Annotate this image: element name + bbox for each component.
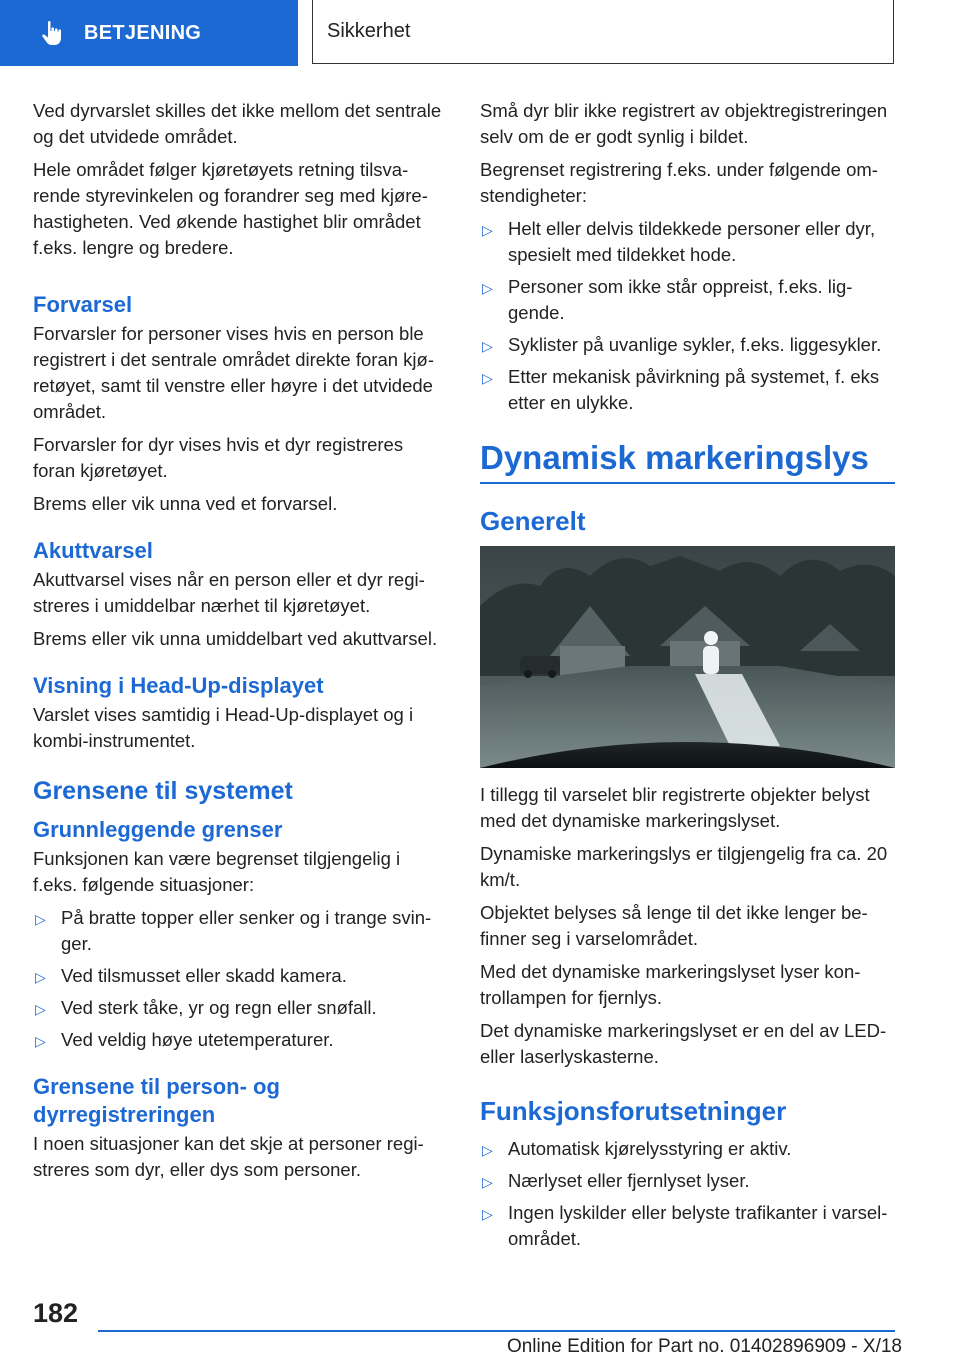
triangle-bullet-icon: ▷ bbox=[482, 1206, 493, 1222]
list-item: ▷ Syklister på uvanlige sykler, f.eks. liggesykler. bbox=[480, 332, 895, 358]
heading-person-dyr: Grensene til person- og dyrregistreringen bbox=[33, 1074, 280, 1127]
list-item: ▷ Nærlyset eller fjernlyset lyser. bbox=[480, 1168, 895, 1194]
heading-dynamisk-markeringslys: Dynamisk markeringslys bbox=[480, 438, 895, 484]
heading-akuttvarsel: Akuttvarsel bbox=[33, 538, 153, 563]
paragraph: Forvarsler for personer vises hvis en person ble registrert i det sentrale området direkte foran kjøretøyet, samt til venstre eller høyre i det utvidede området. bbox=[33, 323, 435, 422]
left-column bbox=[33, 98, 445, 1190]
list-item: ▷ Helt eller delvis tildekkede personer eller dyr, spesielt med tildekket hode. bbox=[482, 218, 876, 265]
section-header bbox=[312, 0, 894, 64]
paragraph: Akuttvarsel vises når en person eller et dyr registreres i umiddelbar nærhet til kjøretøyet. bbox=[33, 569, 425, 616]
bullet-list bbox=[480, 216, 895, 416]
paragraph: Med det dynamiske markeringslyset lyser kontrollampen for fjernlys. bbox=[480, 961, 861, 1008]
page-number: 182 bbox=[33, 1298, 79, 1328]
list-item: ▷ På bratte topper eller senker og i trange svinger. bbox=[35, 907, 432, 954]
paragraph: Dynamiske markeringslys er tilgjengelig fra ca. 20 km/t. bbox=[480, 843, 888, 890]
paragraph: Brems eller vik unna umiddelbart ved akuttvarsel. bbox=[33, 628, 438, 649]
triangle-bullet-icon: ▷ bbox=[482, 1142, 493, 1158]
bullet-list bbox=[480, 1136, 895, 1252]
triangle-bullet-icon: ▷ bbox=[482, 1174, 493, 1190]
list-item: ▷ Personer som ikke står oppreist, f.eks. liggende. bbox=[482, 276, 853, 323]
triangle-bullet-icon: ▷ bbox=[482, 222, 493, 238]
triangle-bullet-icon: ▷ bbox=[482, 338, 493, 354]
list-item: ▷ Ingen lyskilder eller belyste trafikanter i varselområdet. bbox=[482, 1202, 888, 1249]
paragraph: Hele området følger kjøretøyets retning tilsvarende styrevinkelen og forandrer seg med kjørehastigheten. Ved økende hastighet blir området f.eks. lengre og bredere. bbox=[33, 159, 428, 258]
footer-divider bbox=[98, 1330, 895, 1332]
list-item: ▷ Automatisk kjørelysstyring er aktiv. bbox=[480, 1136, 895, 1162]
triangle-bullet-icon: ▷ bbox=[35, 911, 46, 927]
paragraph: Det dynamiske markeringslyset er en del av LED- eller laserlyskasterne. bbox=[480, 1020, 887, 1067]
triangle-bullet-icon: ▷ bbox=[35, 969, 46, 985]
hand-pointer-icon bbox=[38, 19, 66, 47]
chapter-tab-label: BETJENING bbox=[84, 21, 202, 44]
list-item: ▷ Etter mekanisk påvirkning på systemet, f. eks etter en ulykke. bbox=[482, 366, 880, 413]
paragraph: Små dyr blir ikke registrert av objektregistreringen selv om de er godt synlig i bildet. bbox=[480, 100, 888, 147]
right-column bbox=[480, 98, 895, 1258]
heading-forvarsel: Forvarsel bbox=[33, 292, 133, 317]
paragraph: Funksjonen kan være begrenset tilgjengelig i f.eks. følgende situasjoner: bbox=[33, 848, 401, 895]
section-title: Sikkerhet bbox=[327, 20, 411, 42]
heading-head-up: Visning i Head-Up-displayet bbox=[33, 673, 324, 698]
heading-grunnleggende: Grunnleggende grenser bbox=[33, 817, 283, 842]
chapter-tab[interactable] bbox=[0, 0, 298, 66]
paragraph: Ved dyrvarslet skilles det ikke mellom det sentrale og det utvidede området. bbox=[33, 100, 442, 147]
list-item: ▷ Ved tilsmusset eller skadd kamera. bbox=[33, 963, 445, 989]
paragraph: Begrenset registrering f.eks. under følgende omstendigheter: bbox=[480, 159, 878, 206]
bullet-list bbox=[33, 905, 445, 1053]
paragraph: Brems eller vik unna ved et forvarsel. bbox=[33, 493, 338, 514]
triangle-bullet-icon: ▷ bbox=[482, 370, 493, 386]
footer-edition: Online Edition for Part no. 01402896909 - X/18 bbox=[506, 1336, 902, 1357]
heading-generelt: Generelt bbox=[480, 506, 586, 536]
heading-funksjonsforutsetninger: Funksjonsforutsetninger bbox=[480, 1096, 787, 1126]
paragraph: I tillegg til varselet blir registrerte objekter belyst med det dynamiske markeringslyset. bbox=[480, 784, 870, 831]
night-road-illustration bbox=[480, 546, 895, 768]
list-item: ▷ Ved sterk tåke, yr og regn eller snøfall. bbox=[33, 995, 445, 1021]
paragraph: I noen situasjoner kan det skje at personer registreres som dyr, eller dys som personer. bbox=[33, 1133, 424, 1180]
heading-grensene: Grensene til systemet bbox=[33, 777, 293, 805]
triangle-bullet-icon: ▷ bbox=[482, 280, 493, 296]
paragraph: Objektet belyses så lenge til det ikke lenger befinner seg i varselområdet. bbox=[480, 902, 868, 949]
triangle-bullet-icon: ▷ bbox=[35, 1033, 46, 1049]
triangle-bullet-icon: ▷ bbox=[35, 1001, 46, 1017]
list-item: ▷ Ved veldig høye utetemperaturer. bbox=[33, 1027, 445, 1053]
paragraph: Varslet vises samtidig i Head-Up-displayet og i kombi-instrumentet. bbox=[33, 704, 414, 751]
paragraph: Forvarsler for dyr vises hvis et dyr registreres foran kjøretøyet. bbox=[33, 434, 404, 481]
